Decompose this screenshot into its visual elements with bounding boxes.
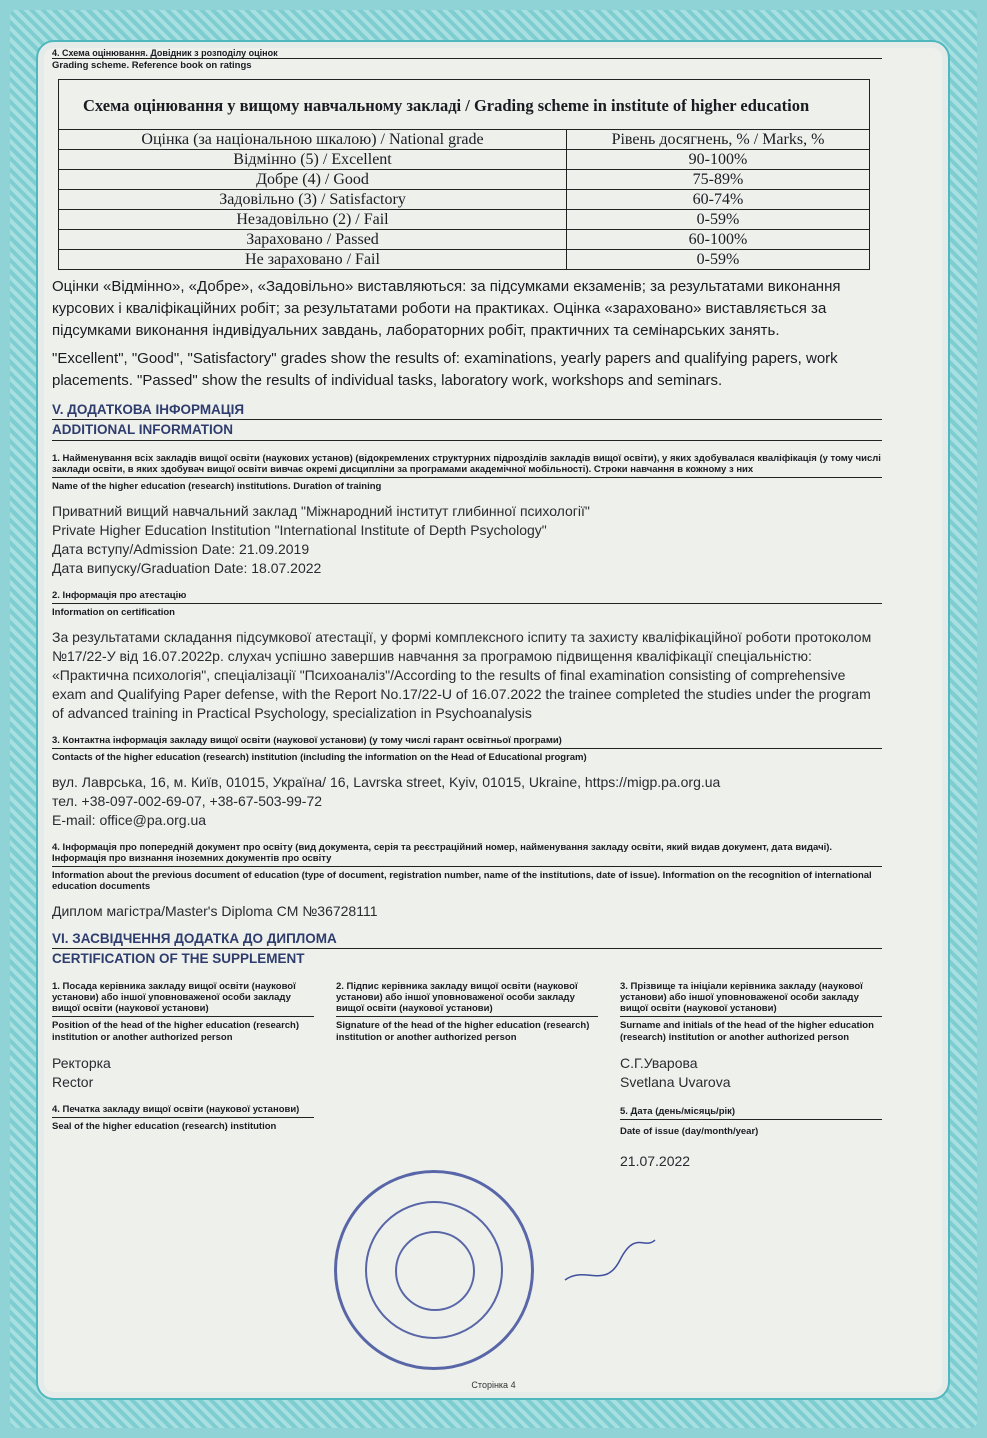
seal-core-ring xyxy=(395,1231,475,1311)
institution-name-uk: Приватний вищий навчальний заклад "Міжнародний інститут глибинної психології" xyxy=(52,503,590,519)
previous-document-label-en: Information about the previous document of education (type of document, registration number, name of the institutions, date of issue). Information on the recognition of international education documents xyxy=(52,870,872,892)
name-column xyxy=(620,981,882,1171)
table-row xyxy=(59,210,870,230)
position-en: Rector xyxy=(52,1074,94,1090)
table-row xyxy=(59,250,870,270)
certification-supplement-title-en: CERTIFICATION OF THE SUPPLEMENT xyxy=(52,951,305,966)
name-en: Svetlana Uvarova xyxy=(620,1074,731,1090)
grade-cell: Відмінно (5) / Excellent xyxy=(59,150,567,170)
seal-label-en: Seal of the higher education (research) institution xyxy=(52,1121,277,1132)
contacts-value xyxy=(52,773,882,830)
marks-cell: 0-59% xyxy=(567,210,870,230)
previous-document-value: Диплом магістра/Master's Diploma CM №36728111 xyxy=(52,903,378,919)
grade-cell: Незадовільно (2) / Fail xyxy=(59,210,567,230)
contacts-label-uk: 3. Контактна інформація закладу вищої освіти (наукової установи) (у тому числі гарант освітньої програми) xyxy=(52,735,882,749)
name-uk: С.Г.Уварова xyxy=(620,1055,698,1071)
grade-cell: Задовільно (3) / Satisfactory xyxy=(59,190,567,210)
signature-icon xyxy=(560,1235,660,1295)
certification-value: За результатами складання підсумкової атестації, у формі комплексного іспиту та захисту кваліфікаційної роботи протоколом №17/22-У від 16.07.2022р. слухач успішно завершив навчання за програмою підвищення кваліфікації спеціальністю: «Практична психологія", спеціалізації "Психоаналіз"/According to the results of final examination consisting of comprehensive exam and Qualifying Paper defense, with the Report No.17/22-U of 16.07.2022 the trainee completed the studies under the program of advanced training in Practical Psychology, specialization in Psychoanalysis xyxy=(52,629,872,721)
signature-label-en: Signature of the head of the higher education (research) institution or another authorized person xyxy=(336,1020,590,1043)
position-uk: Ректорка xyxy=(52,1055,111,1071)
divider xyxy=(52,58,882,59)
phone: тел. +38-097-002-69-07, +38-67-503-99-72 xyxy=(52,793,323,809)
email: E-mail: office@pa.org.ua xyxy=(52,812,207,828)
date-label-en: Date of issue (day/month/year) xyxy=(620,1126,759,1137)
name-value xyxy=(620,1054,882,1092)
grading-table-header-marks: Рівень досягнень, % / Marks, % xyxy=(567,130,870,150)
additional-info-title-uk: V. ДОДАТКОВА ІНФОРМАЦІЯ xyxy=(52,402,882,420)
address: вул. Лаврська, 16, м. Київ, 01015, Україна/ 16, Lavrska street, Kyiv, 01015, Ukraine, https://migp.pa.org.ua xyxy=(52,774,721,790)
previous-document-label-uk: 4. Інформація про попередній документ про освіту (вид документа, серія та реєстраційний номер, найменування закладу освіти, який видав документ, дата видачі). Інформація про визнання іноземних документів про освіту xyxy=(52,842,882,867)
name-label-en: Surname and initials of the head of the higher education (research) institution or another authorized person xyxy=(620,1020,874,1043)
certification-label-en: Information on certification xyxy=(52,607,175,618)
grade-cell: Не зараховано / Fail xyxy=(59,250,567,270)
seal-label-uk: 4. Печатка закладу вищої освіти (наукової установи) xyxy=(52,1104,314,1118)
marks-cell: 90-100% xyxy=(567,150,870,170)
document-content xyxy=(52,48,882,1171)
institutions-label-uk: 1. Найменування всіх закладів вищої освіти (наукових установ) (відокремлених структурних підрозділів закладів вищої освіти), у яких здобувалася кваліфікація (у тому числі заклади освіти, в яких здобувач вищої освіти вивчає окремі дисципліни за програмами академічної мобільності). Строки навчання в кожному з них xyxy=(52,453,882,478)
table-row xyxy=(59,170,870,190)
marks-cell: 60-74% xyxy=(567,190,870,210)
graduation-date: Дата випуску/Graduation Date: 18.07.2022 xyxy=(52,560,322,576)
grading-table-header-grade: Оцінка (за національною шкалою) / National grade xyxy=(59,130,567,150)
grade-cell: Добре (4) / Good xyxy=(59,170,567,190)
grading-section-heading-en: Grading scheme. Reference book on ratings xyxy=(52,60,252,71)
position-label-uk: 1. Посада керівника закладу вищої освіти (наукової установи) або іншої уповноваженої особи закладу вищої освіти (наукової установи) xyxy=(52,981,314,1017)
issue-date-value: 21.07.2022 xyxy=(620,1153,691,1169)
table-row xyxy=(59,190,870,210)
date-label-uk: 5. Дата (день/місяць/рік) xyxy=(620,1106,882,1120)
grading-table-title: Схема оцінювання у вищому навчальному закладі / Grading scheme in institute of higher education xyxy=(59,80,870,130)
table-row xyxy=(59,150,870,170)
marks-cell: 0-59% xyxy=(567,250,870,270)
grading-note-en: "Excellent", "Good", "Satisfactory" grades show the results of: examinations, yearly papers and qualifying papers, work placements. "Passed" show the results of individual tasks, laboratory work, workshops and seminars. xyxy=(52,350,838,389)
additional-info-title-en: ADDITIONAL INFORMATION xyxy=(52,422,882,441)
marks-cell: 60-100% xyxy=(567,230,870,250)
certification-label-uk: 2. Інформація про атестацію xyxy=(52,590,882,604)
position-column xyxy=(52,981,314,1171)
institution-name-en: Private Higher Education Institution "International Institute of Depth Psychology" xyxy=(52,522,547,538)
grading-table xyxy=(58,79,870,270)
grade-cell: Зараховано / Passed xyxy=(59,230,567,250)
signature-label-uk: 2. Підпис керівника закладу вищої освіти (наукової установи) або іншої уповноваженої особи закладу вищої освіти (наукової установи) xyxy=(336,981,598,1017)
marks-cell: 75-89% xyxy=(567,170,870,190)
institutions-value xyxy=(52,502,882,578)
certification-columns xyxy=(52,981,882,1171)
signature-column xyxy=(336,981,598,1171)
position-value xyxy=(52,1054,314,1092)
contacts-label-en: Contacts of the higher education (research) institution (including the information on the Head of Educational program) xyxy=(52,752,587,763)
grading-note-uk: Оцінки «Відмінно», «Добре», «Задовільно» виставляються: за підсумками екзаменів; за результатами виконання курсових і кваліфікаційних робіт; за результатами роботи на практиках. Оцінка «зараховано» виставляється за підсумками виконання індивідуальних завдань, лабораторних робіт, практичних та семінарських занять. xyxy=(52,278,841,339)
table-row xyxy=(59,230,870,250)
page-number: Сторінка 4 xyxy=(471,1380,516,1390)
certification-supplement-title-uk: VI. ЗАСВІДЧЕННЯ ДОДАТКА ДО ДИПЛОМА xyxy=(52,931,882,949)
seal-stamp-icon xyxy=(334,1170,534,1370)
name-label-uk: 3. Прізвище та ініціали керівника закладу (наукової установи) або іншої уповноваженої особи закладу вищої освіти (наукової установи) xyxy=(620,981,882,1017)
admission-date: Дата вступу/Admission Date: 21.09.2019 xyxy=(52,541,310,557)
institutions-label-en: Name of the higher education (research) institutions. Duration of training xyxy=(52,481,382,492)
grading-section-heading-uk: 4. Схема оцінювання. Довідник з розподілу оцінок xyxy=(52,48,278,58)
position-label-en: Position of the head of the higher education (research) institution or another authorized person xyxy=(52,1020,300,1043)
